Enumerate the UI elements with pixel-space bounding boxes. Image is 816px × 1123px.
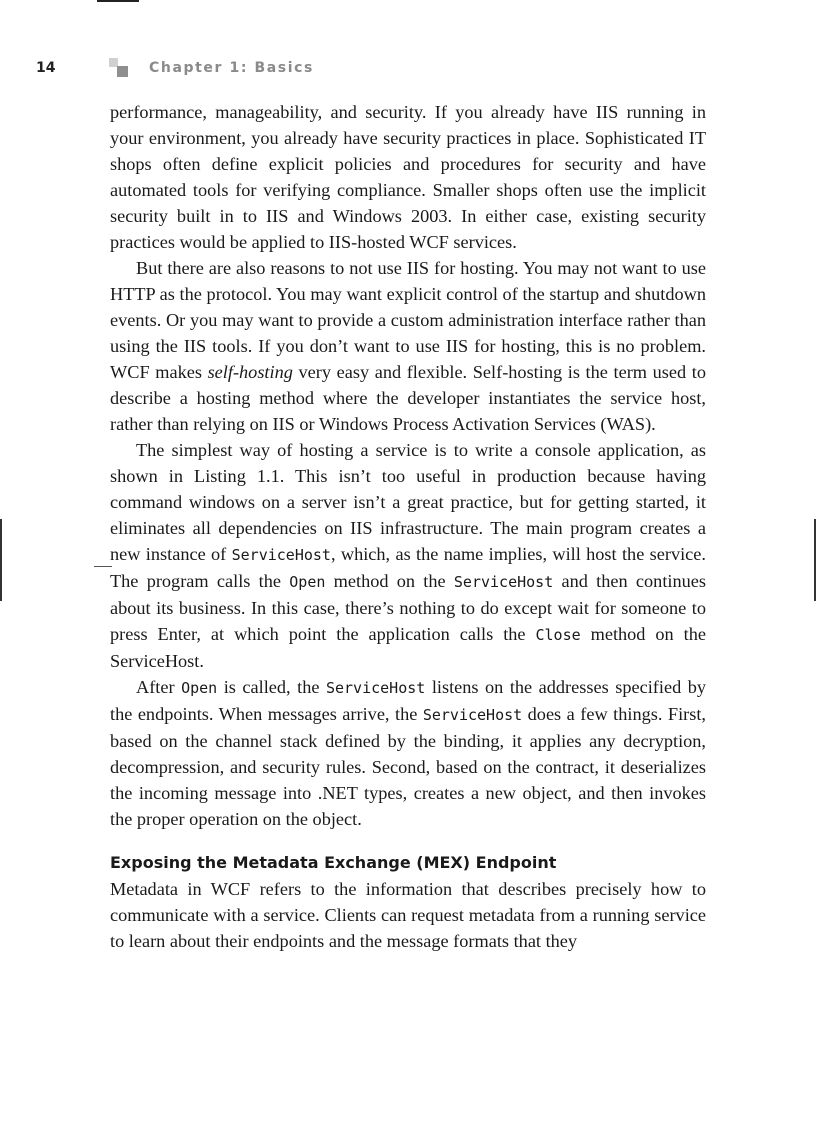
code-servicehost: ServiceHost — [422, 706, 523, 724]
paragraph-3-text-b: , which, as the name implies, will host the service. The program calls the — [110, 544, 706, 591]
page-number: 14 — [36, 60, 56, 76]
code-open: Open — [289, 573, 326, 591]
section-heading: Exposing the Metadata Exchange (MEX) Endpoint — [110, 853, 557, 872]
paragraph-5: Metadata in WCF refers to the information that describes precisely how to communicate with a service. Clients can request metadata from a running service to learn about their endpoints and the message formats that they — [110, 879, 706, 951]
paragraph-3-text-c: method on the — [325, 571, 454, 591]
paragraph-2 — [110, 255, 706, 437]
paragraph-4-text-a: After — [136, 677, 182, 697]
top-rule — [97, 0, 139, 2]
paragraph-3-text-a: The simplest way of hosting a service is to write a console application, as shown in Listing 1.1. This isn’t too useful in production because having command windows on a server isn’t a great practice, but for getting started, it eliminates all dependencies on IIS infrastructure. The main program creates a new instance of — [110, 440, 706, 564]
code-servicehost: ServiceHost — [325, 679, 426, 697]
paragraph-4 — [110, 674, 706, 832]
paragraph-3 — [110, 437, 706, 674]
paragraph-3-text-e: method on the ServiceHost. — [110, 624, 706, 671]
code-close: Close — [535, 626, 581, 644]
chapter-label: Chapter 1: Basics — [149, 60, 314, 76]
paragraph-3-text-d: and then continues about its business. In this case, there’s nothing to do except wait for someone to press Enter, at which point the application calls the — [110, 571, 706, 644]
paragraph-1: performance, manageability, and security. If you already have IIS running in your environment, you already have security practices in place. Sophisticated IT shops often define explicit policies and procedures for security and have automated tools for verifying compliance. Smaller shops often use the implicit security built in to IIS and Windows 2003. In either case, existing security practices would be applied to IIS-hosted WCF services. — [110, 102, 706, 252]
page-header — [36, 58, 776, 80]
chapter-squares-icon — [109, 58, 131, 80]
scan-margin-bar-left — [0, 519, 2, 601]
chapter-icon-dark-square — [117, 66, 128, 77]
code-open: Open — [181, 679, 218, 697]
self-hosting-term: self-hosting — [207, 362, 293, 382]
code-servicehost: ServiceHost — [231, 546, 331, 564]
paragraph-2-text-a: But there are also reasons to not use IIS for hosting. You may not want to use HTTP as the protocol. You may want explicit control of the startup and shutdown events. Or you may want to provide a custom administration interface rather than using the IIS tools. If you don’t want to use IIS for hosting, this is no problem. WCF makes — [110, 258, 706, 382]
paragraph-4-text-d: does a few things. First, based on the channel stack defined by the binding, it applies any decryption, decompression, and security rules. Second, based on the contract, it deserializes the incoming message into .NET types, creates a new object, and then invokes the proper operation on the object. — [110, 704, 707, 829]
code-servicehost: ServiceHost — [453, 573, 554, 591]
paragraph-2-text-b: very easy and flexible. Self-hosting is the term used to describe a hosting method where the developer instantiates the service host, rather than relying on IIS or Windows Process Activation Services (WAS). — [110, 362, 706, 434]
body-text — [110, 99, 706, 954]
paragraph-4-text-c: listens on the addresses specified by the endpoints. When messages arrive, the — [110, 677, 706, 724]
paragraph-4-text-b: is called, the — [217, 677, 326, 697]
